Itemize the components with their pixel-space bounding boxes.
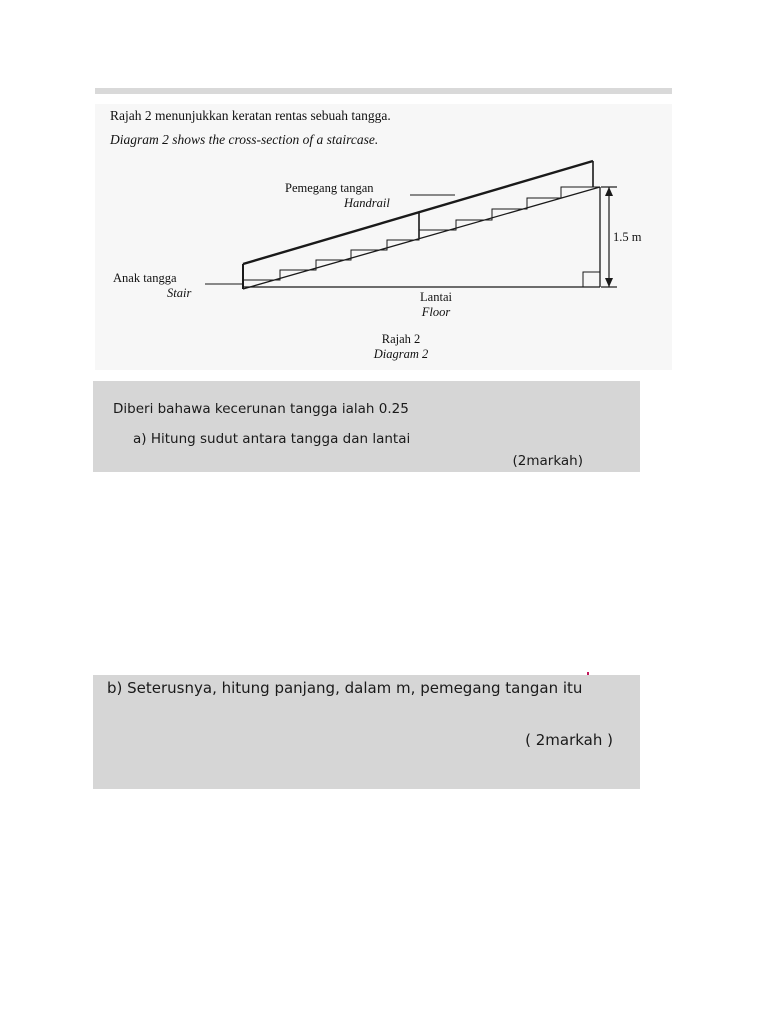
figure-intro-english: Diagram 2 shows the cross-section of a staircase.	[110, 132, 379, 147]
handrail-label-english: Handrail	[344, 196, 390, 210]
diagram-caption-english: Diagram 2	[373, 347, 429, 361]
floor-label-malay: Lantai	[420, 290, 452, 304]
arrowhead-bottom	[605, 278, 613, 287]
handrail-line	[243, 161, 593, 264]
question-a-marks: (2markah)	[512, 453, 583, 469]
stair-label-malay: Anak tangga	[113, 271, 177, 285]
question-b-text: b) Seterusnya, hitung panjang, dalam m, pemegang tangan itu	[107, 679, 583, 697]
right-angle-marker	[583, 272, 600, 287]
question-a-text: a) Hitung sudut antara tangga dan lantai	[133, 431, 411, 447]
diagram-caption-malay: Rajah 2	[381, 332, 421, 346]
arrowhead-top	[605, 187, 613, 196]
stair-slope	[243, 187, 600, 289]
question-b-marks: ( 2markah )	[525, 731, 613, 749]
handrail-label-malay: Pemegang tangan	[285, 181, 374, 195]
stair-label-english: Stair	[167, 286, 192, 300]
question-b-panel	[93, 675, 640, 789]
floor-label-english: Floor	[421, 305, 451, 319]
given-gradient-text: Diberi bahawa kecerunan tangga ialah 0.25	[113, 401, 409, 417]
question-a-panel	[93, 381, 640, 472]
figure-intro-malay: Rajah 2 menunjukkan keratan rentas sebuah tangga.	[110, 108, 391, 123]
height-label: 1.5 m	[613, 230, 642, 244]
